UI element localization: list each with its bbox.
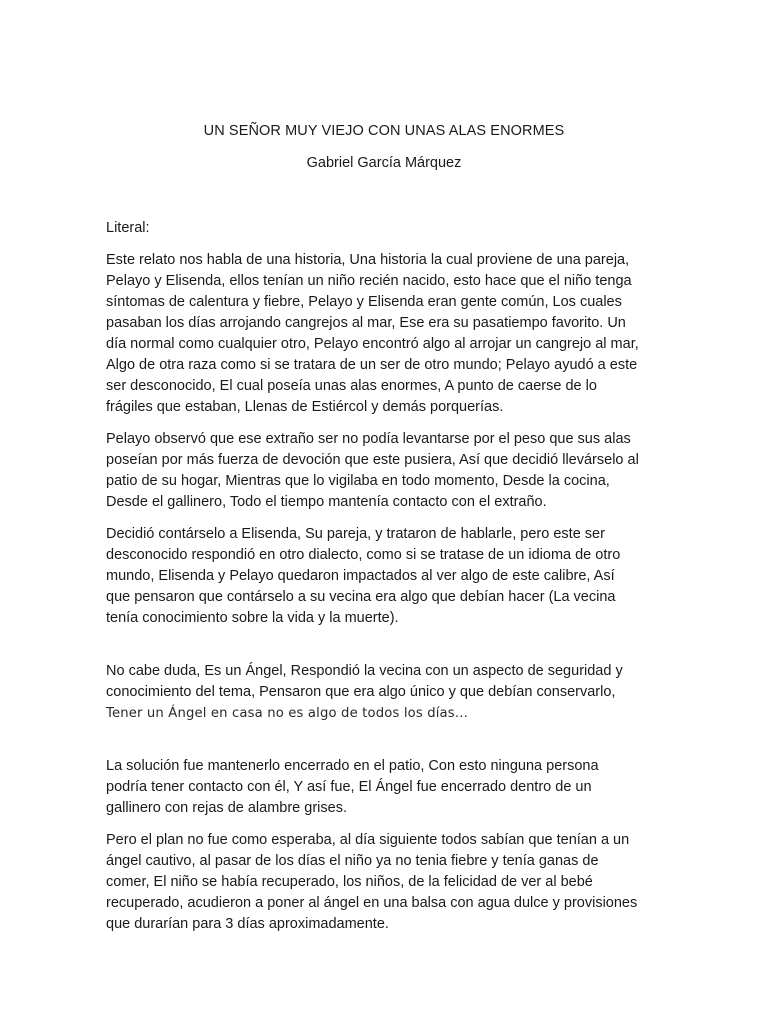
paragraph-1: Este relato nos habla de una historia, Una historia la cual proviene de una pareja, Pelayo y Elisenda, ellos tenían un niño recién nacido, esto hace que el niño tenga síntomas de calentura y fiebre, Pelayo y Elisenda eran gente común, Los cuales pasaban los días arrojando cangrejos al mar, Ese era su pasatiempo favorito. Un día normal como cualquier otro, Pelayo encontró algo al arrojar un cangrejo al mar, Algo de otra raza como si se tratara de un ser de otro mundo; Pelayo ayudó a este ser desconocido, El cual poseía unas alas enormes, A punto de caerse de lo frágiles que estaban, Llenas de Estiércol y demás porquerías. xyxy=(106,252,639,415)
paragraph-4-tail: Tener un Ángel en casa no es algo de todos los días… xyxy=(106,706,469,721)
document-body xyxy=(106,218,666,946)
paragraph-6: Pero el plan no fue como esperaba, al día siguiente todos sabían que tenían a un ángel cautivo, al pasar de los días el niño ya no tenia fiebre y tenía ganas de comer, El niño se había recuperado, los niños, de la felicidad de ver al bebé recuperado, acudieron a poner al ángel en una balsa con agua dulce y provisiones que durarían para 3 días aproximadamente. xyxy=(106,832,638,932)
paragraph-3: Decidió contárselo a Elisenda, Su pareja, y trataron de hablarle, pero este ser desconocido respondió en otro dialecto, como si se tratase de un idioma de otro mundo, Elisenda y Pelayo quedaron impactados al ver algo de este calibre, Así que pensaron que contárselo a su vecina era algo que debían hacer (La vecina tenía conocimiento sobre la vida y la muerte). xyxy=(106,526,621,626)
document-author: Gabriel García Márquez xyxy=(306,155,462,171)
section-label: Literal: xyxy=(106,220,150,236)
paragraph-2: Pelayo observó que ese extraño ser no podía levantarse por el peso que sus alas poseían por más fuerza de devoción que este pusiera, Así que decidió llevárselo al patio de su hogar, Mientras que lo vigilaba en todo momento, Desde la cocina, Desde el gallinero, Todo el tiempo mantenía contacto con el extraño. xyxy=(106,431,639,510)
paragraph-4-text: No cabe duda, Es un Ángel, Respondió la vecina con un aspecto de seguridad y conocimiento del tema, Pensaron que era algo único y que debían conservarlo, xyxy=(106,663,623,700)
paragraph-4 xyxy=(106,640,666,745)
paragraph-5: La solución fue mantenerlo encerrado en el patio, Con esto ninguna persona podría tener contacto con él, Y así fue, El Ángel fue encerrado dentro de un gallinero con rejas de alambre grises. xyxy=(106,758,599,816)
document-title: UN SEÑOR MUY VIEJO CON UNAS ALAS ENORMES xyxy=(203,123,565,139)
